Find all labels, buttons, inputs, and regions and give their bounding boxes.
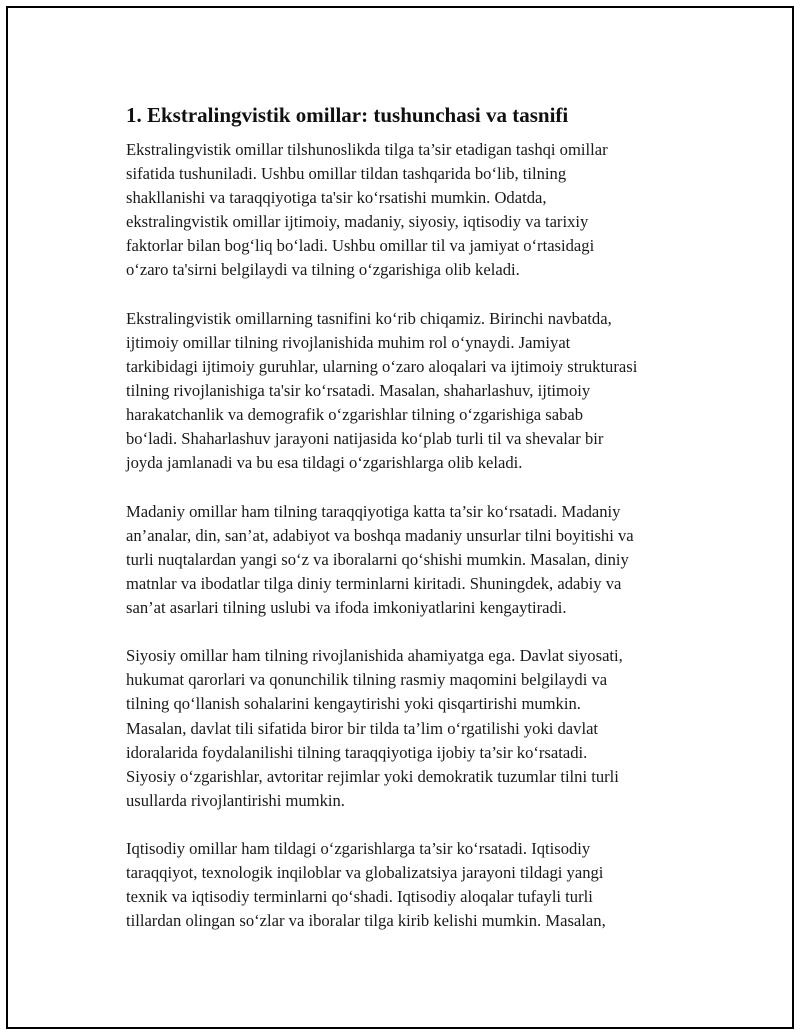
text-line: o‘zaro ta'sirni belgilaydi va tilning o‘zgarishiga olib keladi. [126,260,520,280]
text-line: Siyosiy omillar ham tilning rivojlanishida ahamiyatga ega. Davlat siyosati, [126,646,623,666]
text-line: Ekstralingvistik omillar tilshunoslikda tilga ta’sir etadigan tashqi omillar [126,140,608,159]
text-line: Siyosiy o‘zgarishlar, avtoritar rejimlar yoki demokratik tuzumlar tilni turli [126,766,619,786]
text-line: idoralarida foydalanilishi tilning taraqqiyotiga ijobiy ta’sir ko‘rsatadi. [126,742,588,762]
text-line: joyda jamlanadi va bu esa tildagi o‘zgarishlarga olib keladi. [126,453,523,473]
document-body [126,103,698,958]
text-line: bo‘ladi. Shaharlashuv jarayoni natijasida ko‘plab turli til va shevalar bir [126,429,604,449]
text-line: hukumat qarorlari va qonunchilik tilning rasmiy maqomini belgilaydi va [126,670,608,690]
text-line: tarkibidagi ijtimoiy guruhlar, ularning o‘zaro aloqalari va ijtimoiy strukturasi [126,356,638,376]
text-line: san’at asarlari tilning uslubi va ifoda imkoniyatlarini kengaytiradi. [126,597,567,617]
text-line: Iqtisodiy omillar ham tildagi o‘zgarishlarga ta’sir ko‘rsatadi. Iqtisodiy [126,839,591,859]
text-line: sifatida tushuniladi. Ushbu omillar tildan tashqarida bo‘lib, tilning [126,164,567,184]
paragraph-1 [126,138,698,283]
section-heading: 1. Ekstralingvistik omillar: tushunchasi va tasnifi [126,103,569,127]
paragraph-5 [126,837,698,933]
paragraph-4 [126,644,698,813]
text-line: tilning rivojlanishiga ta'sir ko‘rsatadi. Masalan, shaharlashuv, ijtimoiy [126,381,591,401]
text-line: faktorlar bilan bog‘liq bo‘ladi. Ushbu omillar til va jamiyat o‘rtasidagi [126,236,595,256]
text-line: Madaniy omillar ham tilning taraqqiyotiga katta ta’sir ko‘rsatadi. Madaniy [126,501,621,521]
text-line: matnlar va ibodatlar tilga diniy terminlarni kiritadi. Shuningdek, adabiy va [126,573,622,593]
page-frame [6,6,794,1029]
text-line: shakllanishi va taraqqiyotiga ta'sir ko‘rsatishi mumkin. Odatda, [126,188,547,208]
text-line: an’analar, din, san’at, adabiyot va boshqa madaniy unsurlar tilni boyitishi va [126,525,634,545]
paragraph-3 [126,500,698,620]
text-line: texnik va iqtisodiy terminlarni qo‘shadi. Iqtisodiy aloqalar tufayli turli [126,887,593,907]
text-line: Masalan, davlat tili sifatida biror bir tilda ta’lim o‘rgatilishi yoki davlat [126,718,599,738]
text-line: taraqqiyot, texnologik inqiloblar va globalizatsiya jarayoni tildagi yangi [126,863,604,883]
paragraph-2 [126,307,698,476]
text-line: usullarda rivojlantirishi mumkin. [126,790,345,810]
text-line: turli nuqtalardan yangi so‘z va iboralarni qo‘shishi mumkin. Masalan, diniy [126,549,629,569]
text-line: ekstralingvistik omillar ijtimoiy, madaniy, siyosiy, iqtisodiy va tarixiy [126,212,589,232]
text-line: Ekstralingvistik omillarning tasnifini ko‘rib chiqamiz. Birinchi navbatda, [126,308,612,328]
text-line: tilning qo‘llanish sohalarini kengaytirishi yoki qisqartirishi mumkin. [126,694,581,714]
text-line: harakatchanlik va demografik o‘zgarishlar tilning o‘zgarishiga sabab [126,405,584,425]
text-line: tillardan olingan so‘zlar va iboralar tilga kirib kelishi mumkin. Masalan, [126,911,606,931]
text-line: ijtimoiy omillar tilning rivojlanishida muhim rol o‘ynaydi. Jamiyat [126,332,571,352]
